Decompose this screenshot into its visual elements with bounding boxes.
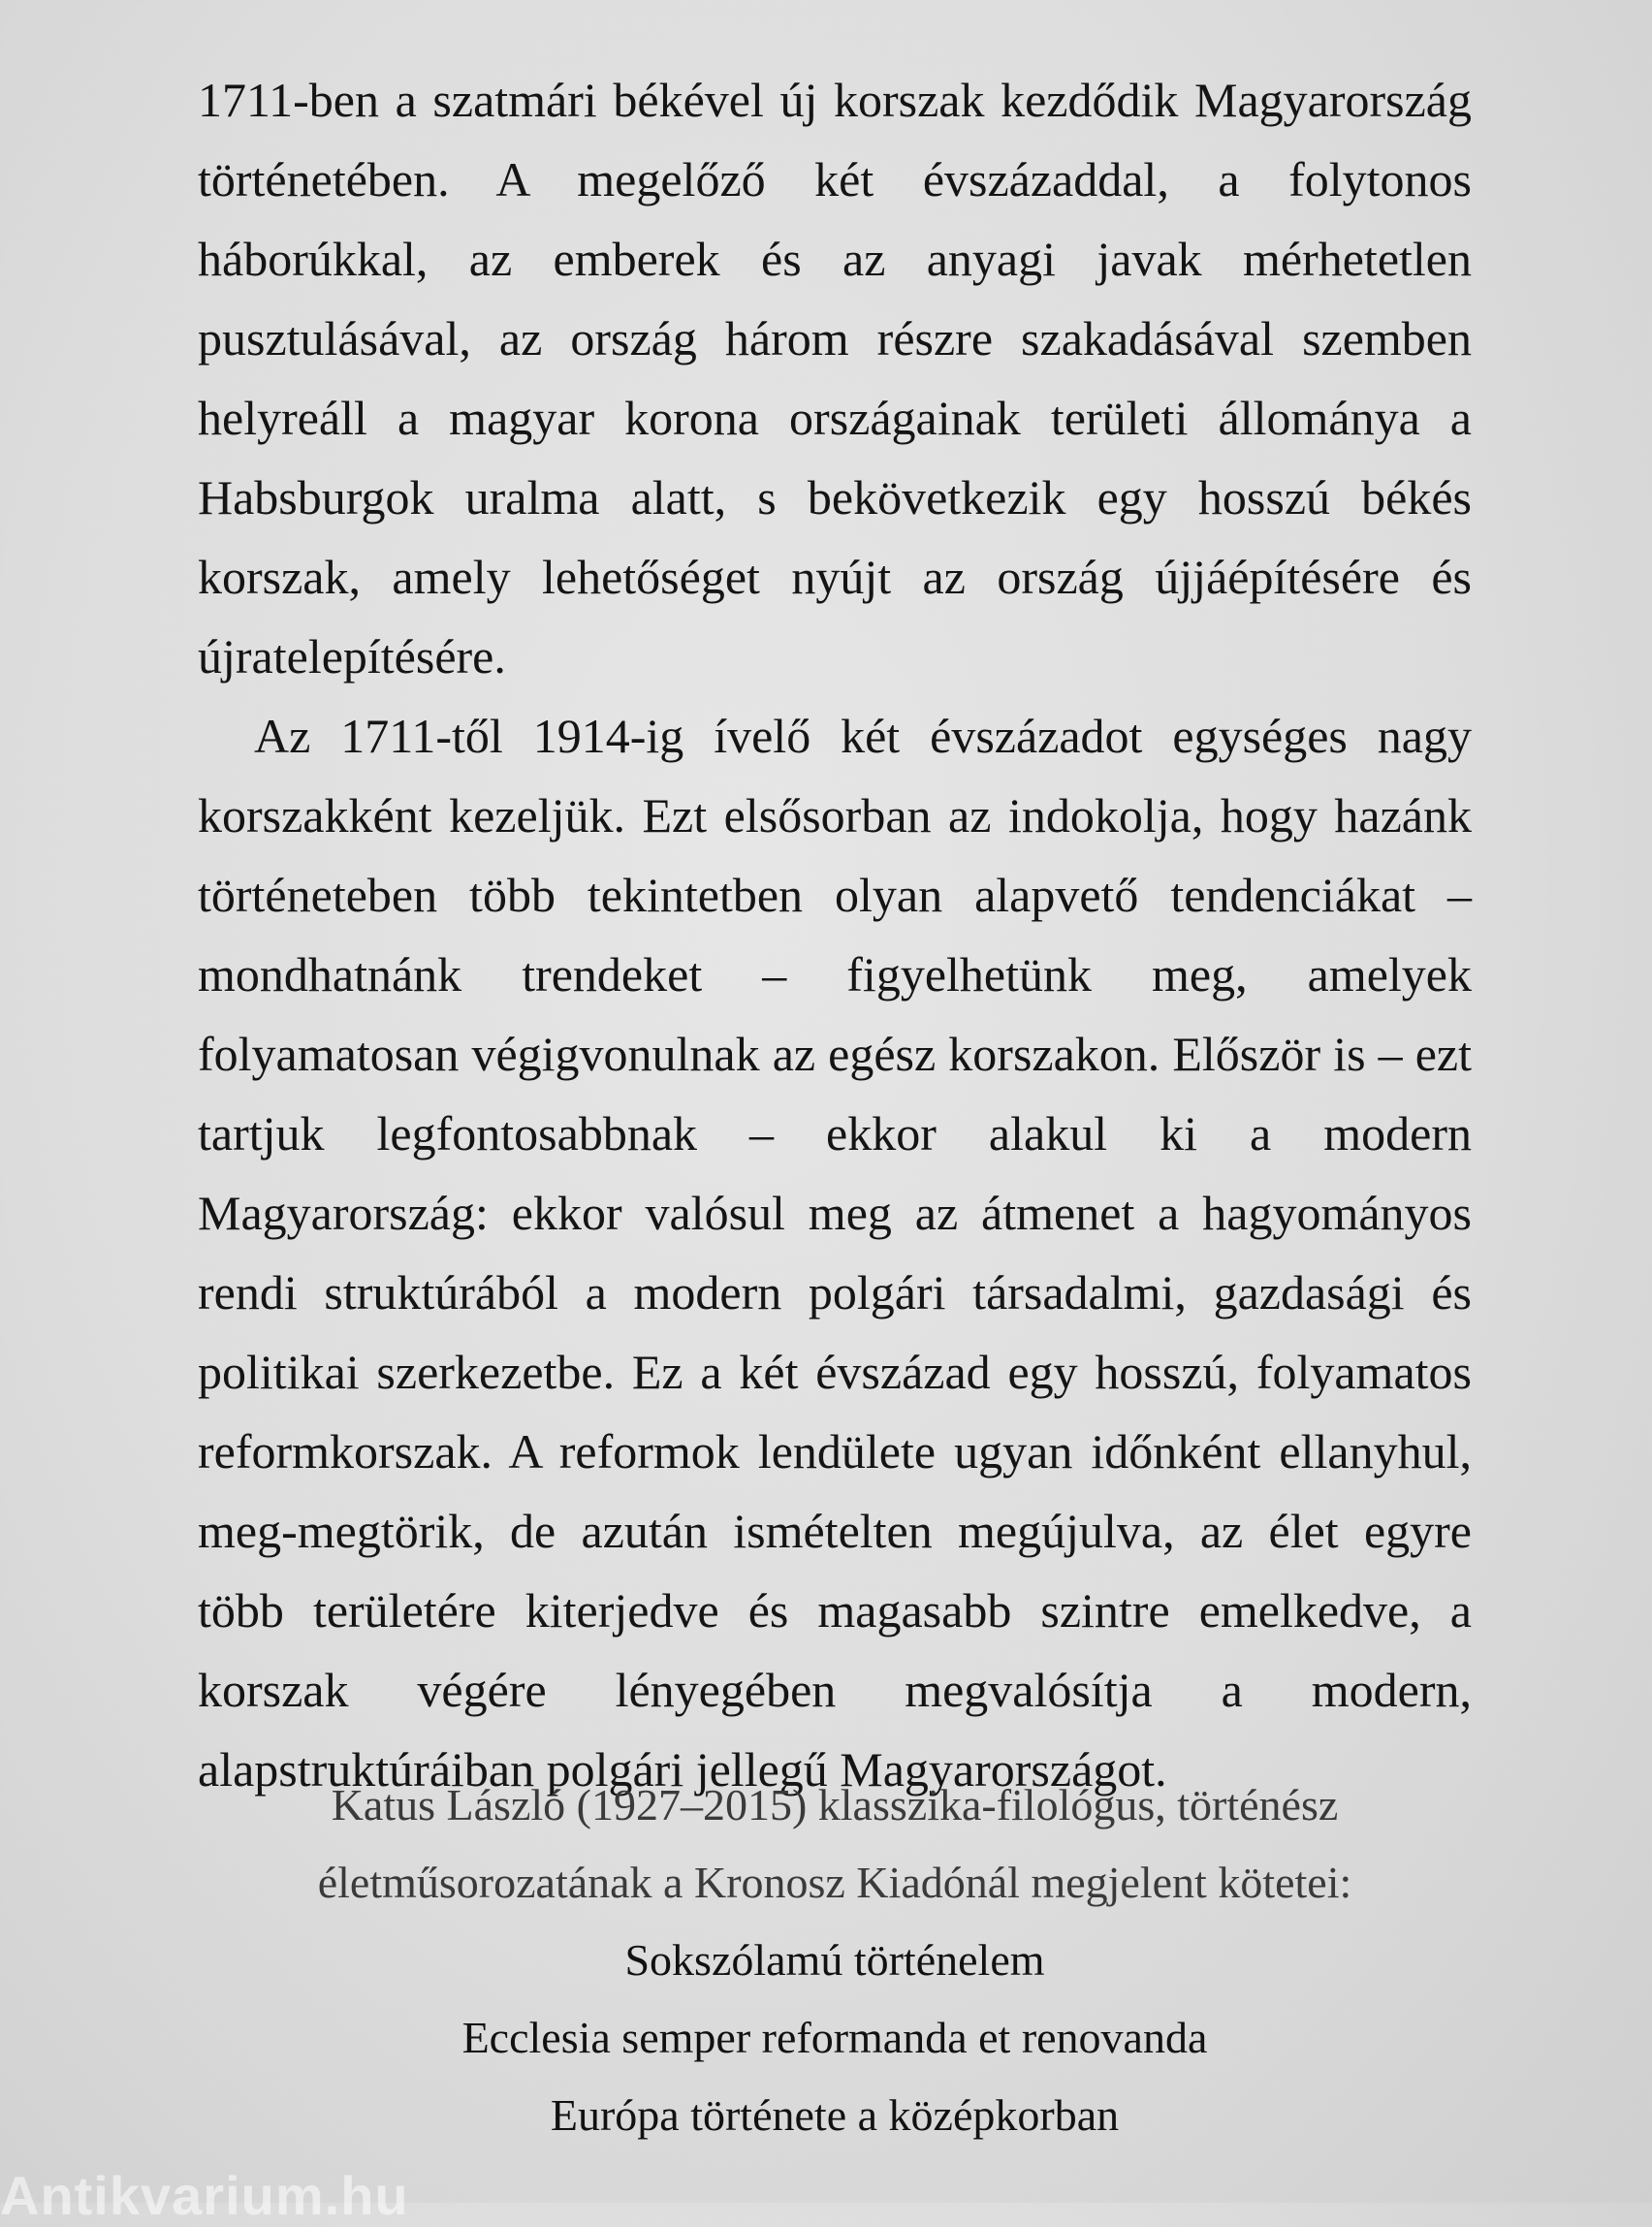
book-title-1: Sokszólamú történelem [624,1935,1045,1985]
book-title-list [198,1922,1472,2154]
colophon [198,1766,1472,2154]
colophon-intro-line-2: életműsorozatának a Kronosz Kiadónál megjelent kötetei: [317,1858,1352,1907]
paragraph-2: Az 1711-től 1914-ig ívelő két évszázadot egységes nagy korszakként kezeljük. Ezt elsősorban az indokolja, hogy hazánk történeteben több tekintetben olyan alapvető tendenciákat – mondhatnánk trendeket – figyelhetünk meg, amelyek folyamatosan végigvonulnak az egész korszakon. Először is – ezt tartjuk legfontosabbnak – ekkor alakul ki a modern Magyarország: ekkor valósul meg az átmenet a hagyományos rendi struktúrából a modern polgári társadalmi, gazdasági és politikai szerkezetbe. Ez a két évszázad egy hosszú, folyamatos reformkorszak. A reformok lendülete ugyan időnként ellanyhul, meg-megtörik, de azután ismételten megújulva, az élet egyre több területére kiterjedve és magasabb szintre emelkedve, a korszak végére lényegében megvalósítja a modern, alapstruktúráiban polgári jellegű Magyarországot. [198,709,1472,1797]
book-page-text [198,60,1472,1809]
paragraph-1: 1711-ben a szatmári békével új korszak kezdődik Magyarország történetében. A megelőző két évszázaddal, a folytonos háborúkkal, az emberek és az anyagi javak mérhetetlen pusztulásával, az ország három részre szakadásával szemben helyreáll a magyar korona országainak területi állománya a Habsburgok uralma alatt, s bekövetkezik egy hosszú békés korszak, amely lehetőséget nyújt az ország újjáépítésére és újratelepítésére. [198,73,1472,684]
watermark: Antikvarium.hu [0,2165,409,2226]
book-title-3: Európa története a középkorban [550,2090,1120,2140]
colophon-intro-line-1: Katus László (1927–2015) klasszika-filológus, történész [331,1780,1339,1829]
book-title-2: Ecclesia semper reformanda et renovanda [461,2013,1208,2062]
